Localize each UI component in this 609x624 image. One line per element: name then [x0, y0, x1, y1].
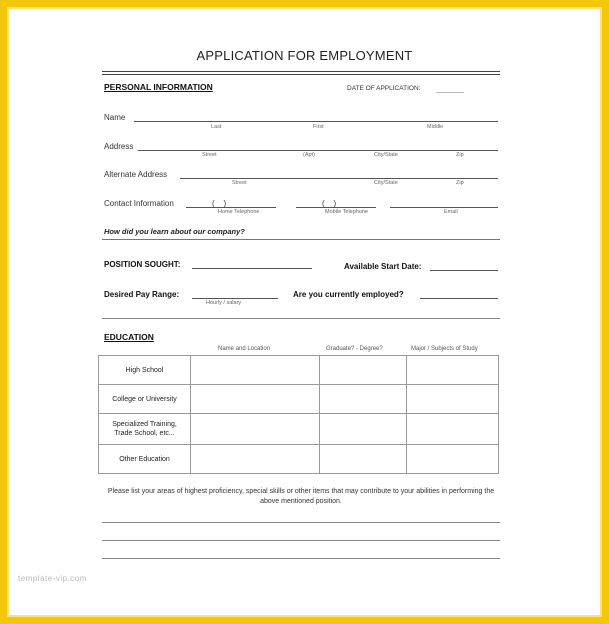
name-sub-last: Last [211, 124, 222, 130]
desired-pay-sub: Hourly / salary [206, 300, 242, 306]
edu-cell-graduate[interactable] [320, 445, 407, 474]
edu-cell-name-location[interactable] [191, 385, 320, 414]
name-field[interactable] [134, 121, 498, 122]
contact-sub-email: Email [444, 209, 458, 215]
learn-about-question: How did you learn about our company? [104, 227, 245, 236]
edu-cell-major[interactable] [407, 445, 499, 474]
edu-cell-name-location[interactable] [191, 445, 320, 474]
skills-line-1[interactable] [102, 522, 500, 523]
alternate-address-label: Alternate Address [104, 170, 168, 179]
email-field[interactable] [390, 207, 498, 208]
title-rule-2 [102, 74, 500, 75]
home-telephone-field[interactable] [186, 207, 276, 208]
desired-pay-label: Desired Pay Range: [104, 290, 180, 299]
section-divider [102, 318, 500, 319]
alt-address-sub-zip: Zip [456, 180, 464, 186]
learn-about-field[interactable] [102, 239, 500, 240]
available-start-field[interactable] [430, 270, 498, 271]
alternate-address-field[interactable] [180, 178, 498, 179]
edu-row-label: Specialized Training, Trade School, etc... [99, 414, 191, 445]
name-label: Name [104, 113, 126, 122]
address-sub-city-state: City/State [374, 152, 398, 158]
edu-row-label: High School [99, 356, 191, 385]
edu-col-major: Major / Subjects of Study [411, 346, 478, 352]
date-of-application-label: DATE OF APPLICATION: [347, 85, 421, 92]
date-of-application-field[interactable] [436, 92, 464, 93]
address-sub-apt: (Apt) [303, 152, 315, 158]
name-sub-middle: Middle [427, 124, 444, 130]
contact-info-label: Contact Information [104, 199, 174, 208]
home-phone-paren: ( ) [212, 199, 227, 208]
desired-pay-field[interactable] [192, 298, 278, 299]
form-title: APPLICATION FOR EMPLOYMENT [196, 48, 413, 63]
skills-prompt: Please list your areas of highest proficiency, special skills or other items that may contribute to your abilities in performing the above mentioned position. [107, 488, 495, 505]
address-label: Address [104, 142, 134, 151]
skills-line-2[interactable] [102, 540, 500, 541]
address-field[interactable] [138, 150, 498, 151]
edu-cell-major[interactable] [407, 385, 499, 414]
edu-row-label: Other Education [99, 445, 191, 474]
table-row [99, 414, 499, 445]
contact-sub-mobile: Mobile Telephone [325, 209, 369, 215]
skills-line-3[interactable] [102, 558, 500, 559]
alt-address-sub-city-state: City/State [374, 180, 398, 186]
edu-cell-name-location[interactable] [191, 414, 320, 445]
alt-address-sub-street: Street [232, 180, 247, 186]
edu-cell-major[interactable] [407, 356, 499, 385]
edu-cell-graduate[interactable] [320, 385, 407, 414]
contact-sub-home: Home Telephone [218, 209, 260, 215]
mobile-phone-paren: ( ) [322, 199, 337, 208]
edu-row-label: College or University [99, 385, 191, 414]
table-row [99, 385, 499, 414]
address-sub-street: Street [202, 152, 217, 158]
table-row [99, 356, 499, 385]
edu-cell-graduate[interactable] [320, 356, 407, 385]
edu-col-name-location: Name and Location [218, 346, 271, 352]
address-sub-zip: Zip [456, 152, 464, 158]
currently-employed-field[interactable] [420, 298, 498, 299]
available-start-label: Available Start Date: [344, 262, 422, 271]
title-rule [102, 71, 500, 72]
name-sub-first: First [313, 124, 324, 130]
watermark-text: template-vip.com [18, 574, 87, 583]
personal-info-heading: PERSONAL INFORMATION [104, 82, 213, 92]
education-table [98, 355, 499, 474]
edu-cell-name-location[interactable] [191, 356, 320, 385]
position-sought-label: POSITION SOUGHT: [104, 260, 181, 269]
education-heading: EDUCATION [104, 332, 154, 342]
page-border-inner [7, 7, 602, 617]
currently-employed-label: Are you currently employed? [293, 290, 404, 299]
edu-cell-major[interactable] [407, 414, 499, 445]
position-sought-field[interactable] [192, 268, 312, 269]
table-row [99, 445, 499, 474]
edu-col-graduate-degree: Graduate? - Degree? [326, 346, 383, 352]
edu-cell-graduate[interactable] [320, 414, 407, 445]
